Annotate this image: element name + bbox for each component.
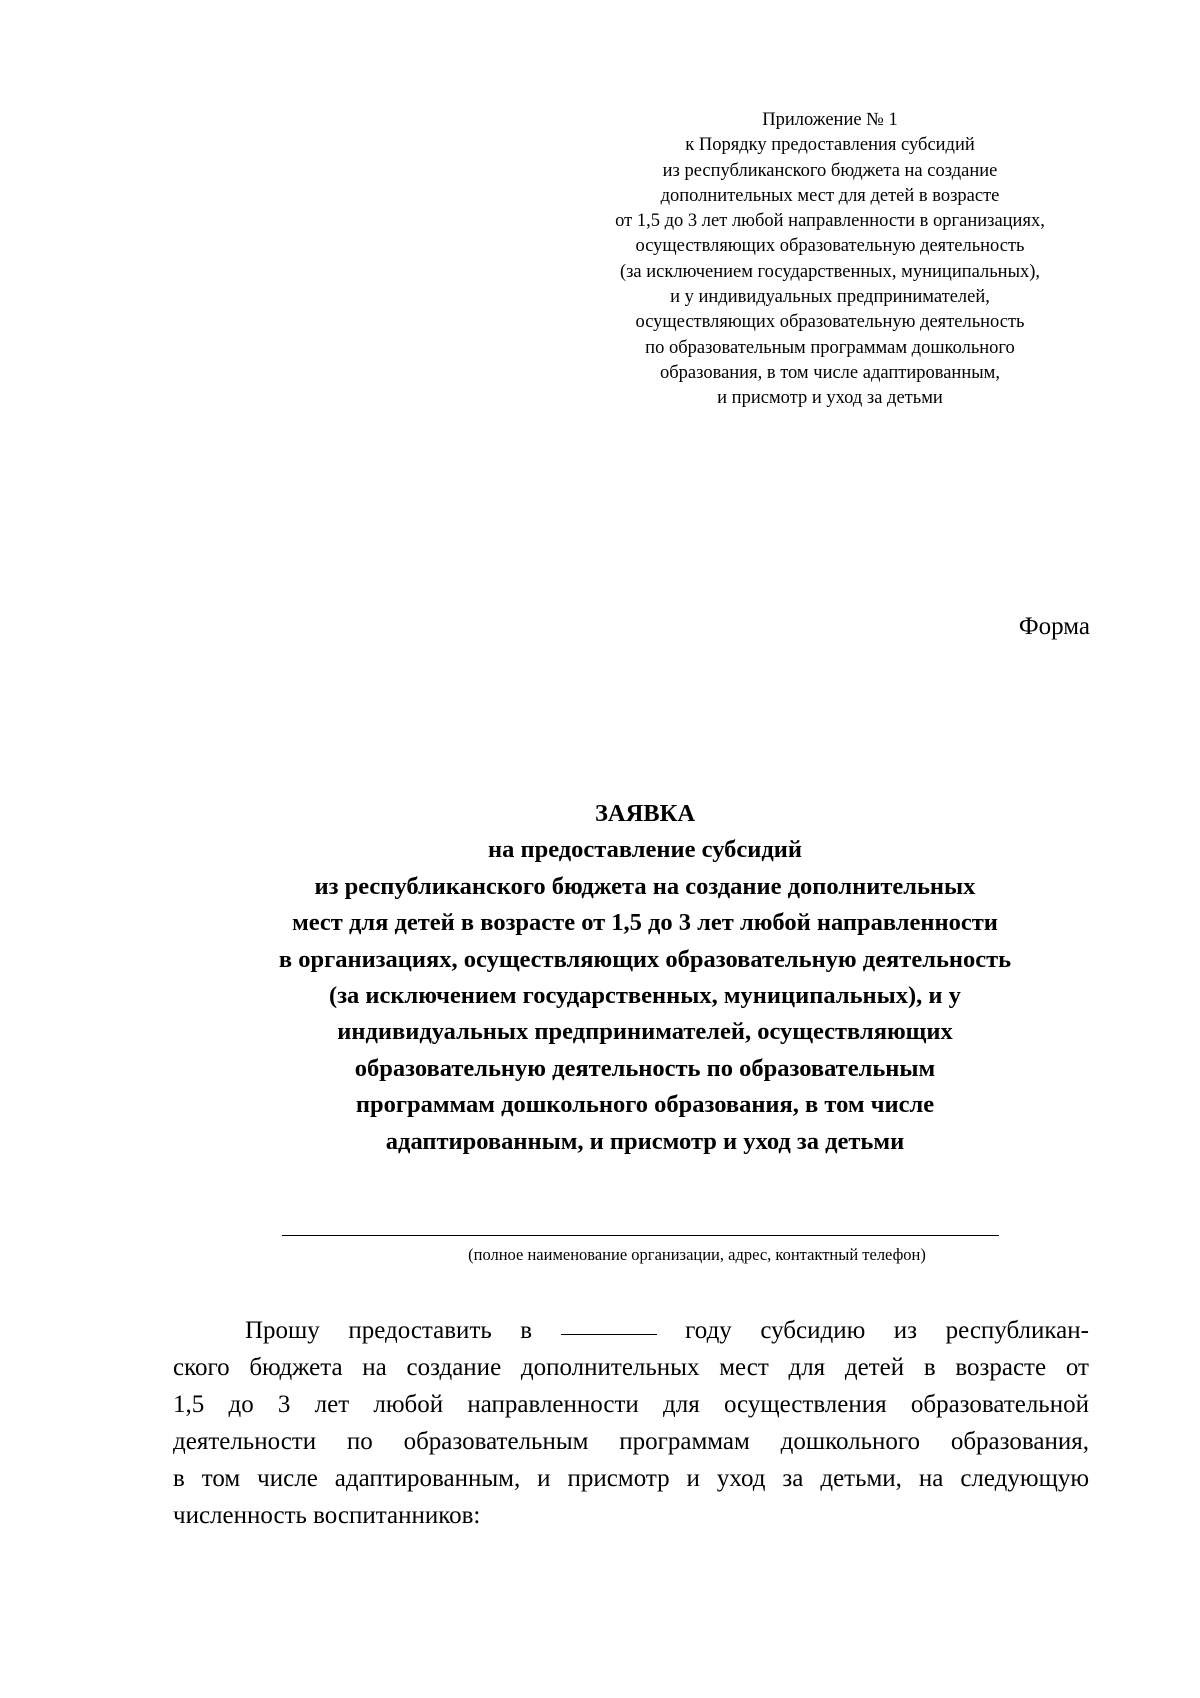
paragraph-word: в xyxy=(173,1465,185,1492)
paragraph-word: на xyxy=(362,1354,387,1381)
paragraph-line-6: численность воспитанников: xyxy=(173,1502,481,1529)
paragraph-word: адаптированным, xyxy=(334,1465,521,1492)
organization-field-caption: (полное наименование организации, адрес, контактный телефон) xyxy=(468,1245,926,1264)
paragraph-word: для xyxy=(788,1354,826,1381)
paragraph-word: и xyxy=(537,1465,551,1492)
paragraph-word: возрасте xyxy=(955,1354,1047,1381)
paragraph-word: детей xyxy=(844,1354,905,1381)
paragraph-word: создание xyxy=(406,1354,502,1381)
paragraph-word: бюджета xyxy=(249,1354,343,1381)
paragraph-word: за xyxy=(782,1465,804,1492)
appendix-line: образования, в том числе адаптированным, xyxy=(660,362,1000,383)
paragraph-word: дошкольного xyxy=(780,1428,921,1455)
paragraph-word: Прошу xyxy=(245,1317,320,1344)
paragraph-word: лет xyxy=(314,1391,350,1418)
appendix-line: от 1,5 до 3 лет любой направленности в организациях, xyxy=(615,211,1045,232)
paragraph-word: том xyxy=(201,1465,241,1492)
appendix-line: осуществляющих образовательную деятельность xyxy=(635,236,1025,257)
paragraph-word: по xyxy=(346,1428,373,1455)
paragraph-word: республикан- xyxy=(945,1317,1089,1344)
paragraph-line-1 xyxy=(173,1312,1089,1349)
paragraph-word: ского xyxy=(173,1354,230,1381)
appendix-line: (за исключением государственных, муниципальных), xyxy=(619,261,1041,282)
paragraph-word: детьми, xyxy=(820,1465,902,1492)
title-line: образовательную деятельность по образовательным xyxy=(354,1054,936,1082)
appendix-line: к Порядку предоставления субсидий xyxy=(685,135,975,156)
title-line: на предоставление субсидий xyxy=(488,836,802,864)
paragraph-word: следующую xyxy=(960,1465,1089,1492)
paragraph-word: субсидию xyxy=(760,1317,866,1344)
paragraph-word: в xyxy=(923,1354,936,1381)
title-line: (за исключением государственных, муниципальных), и у xyxy=(329,982,961,1010)
paragraph-word: от xyxy=(1065,1354,1089,1381)
appendix-header xyxy=(560,108,1100,412)
appendix-line: осуществляющих образовательную деятельность xyxy=(635,312,1025,333)
paragraph-line-3 xyxy=(173,1386,1089,1423)
paragraph-word: из xyxy=(893,1317,918,1344)
paragraph-word: предоставить xyxy=(348,1317,492,1344)
title-line: в организациях, осуществляющих образовательную деятельность xyxy=(278,945,1012,973)
appendix-line: и у индивидуальных предпринимателей, xyxy=(670,287,990,308)
title-line: мест для детей в возрасте от 1,5 до 3 лет любой направленности xyxy=(292,909,998,937)
paragraph-word: программам xyxy=(619,1428,750,1455)
paragraph-word: 3 xyxy=(277,1391,291,1418)
title-line: программам дошкольного образования, в том числе xyxy=(355,1091,935,1119)
title-line: индивидуальных предпринимателей, осуществляющих xyxy=(337,1018,953,1046)
paragraph-word: в xyxy=(520,1317,533,1344)
paragraph-word: числе xyxy=(257,1465,318,1492)
paragraph-word: году xyxy=(685,1317,732,1344)
paragraph-word: и xyxy=(686,1465,700,1492)
paragraph-word: образовательной xyxy=(910,1391,1089,1418)
paragraph-word: образования, xyxy=(950,1428,1089,1455)
year-blank-field[interactable] xyxy=(561,1312,657,1335)
paragraph-line-2 xyxy=(173,1349,1089,1386)
paragraph-word: 1,5 xyxy=(173,1391,205,1418)
appendix-line: из республиканского бюджета на создание xyxy=(662,160,998,181)
paragraph-word: до xyxy=(228,1391,254,1418)
paragraph-word: любой xyxy=(373,1391,444,1418)
title-line: адаптированным, и присмотр и уход за детьми xyxy=(385,1127,905,1155)
title-line: из республиканского бюджета на создание дополнительных xyxy=(314,872,976,900)
paragraph-line-5 xyxy=(173,1460,1089,1497)
document-title xyxy=(0,796,1200,1160)
paragraph-line-4 xyxy=(173,1423,1089,1460)
paragraph-word: деятельности xyxy=(173,1428,317,1455)
organization-name-field[interactable] xyxy=(282,1235,999,1236)
paragraph-word: на xyxy=(918,1465,944,1492)
appendix-line: и присмотр и уход за детьми xyxy=(717,388,943,409)
form-label: Форма xyxy=(1018,613,1090,640)
paragraph-word: для xyxy=(663,1391,700,1418)
paragraph-word: дополнительных xyxy=(520,1354,700,1381)
paragraph-word: образовательным xyxy=(403,1428,589,1455)
paragraph-word: присмотр xyxy=(567,1465,670,1492)
appendix-line: дополнительных мест для детей в возрасте xyxy=(660,185,1000,206)
appendix-line: по образовательным программам дошкольного xyxy=(645,337,1015,358)
paragraph-word: уход xyxy=(716,1465,766,1492)
paragraph-word: мест xyxy=(719,1354,769,1381)
paragraph-word: направленности xyxy=(467,1391,639,1418)
paragraph-word: осуществления xyxy=(723,1391,887,1418)
appendix-line: Приложение № 1 xyxy=(762,110,898,130)
title-line: ЗАЯВКА xyxy=(594,800,696,827)
request-paragraph xyxy=(173,1312,1089,1534)
